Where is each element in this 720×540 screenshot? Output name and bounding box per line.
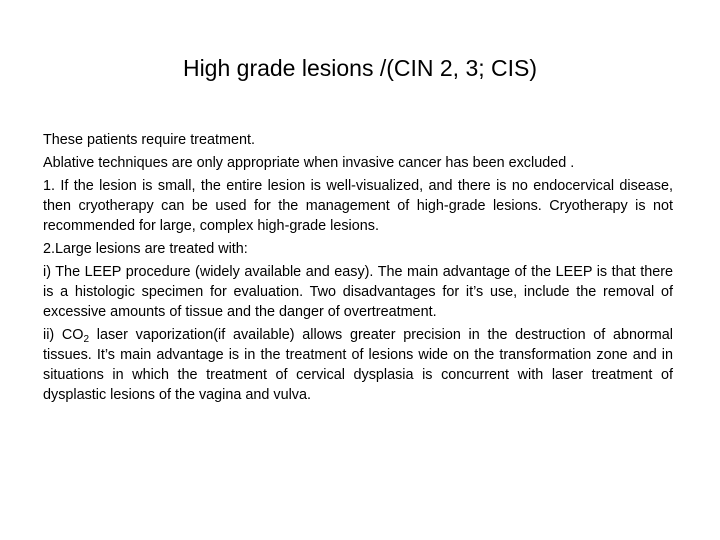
- paragraph-treatment-required: These patients require treatment.: [43, 132, 255, 148]
- co2-subscript: 2: [83, 334, 90, 345]
- paragraph-ablative-techniques: [43, 153, 673, 173]
- paragraph-large-lesions: 2.Large lesions are treated with:: [43, 241, 248, 257]
- slide-body: [43, 130, 673, 408]
- paragraph-small-lesions: 1. If the lesion is small, the entire lesion is well-visualized, and there is no endocervical disease, then cryotherapy can be used for the management of high-grade lesions. Cryotherapy is not recommended for large, complex high-grade lesions.: [43, 178, 673, 234]
- paragraph-leep-procedure: i) The LEEP procedure (widely available and easy). The main advantage of the LEEP is that there is a histologic specimen for evaluation. Two disadvantages for it’s use, include the removal of excessive amounts of tissue and the danger of overtreatment.: [43, 264, 673, 320]
- co2-laser-prefix: ii) CO: [43, 327, 84, 343]
- paragraph-co2-laser: [43, 325, 673, 405]
- ablative-techniques-term: Ablative techniques: [43, 155, 168, 171]
- co2-laser-text: laser vaporization(if available) allows greater precision in the destruction of abnormal tissues. It’s main advantage is in the treatment of lesions wide on the transformation zone and in situations in which the treatment of cervical dysplasia is concurrent with laser treatment of dysplastic lesions of the vagina and vulva.: [43, 327, 673, 403]
- slide-title: High grade lesions /(CIN 2, 3; CIS): [182, 55, 538, 81]
- ablative-techniques-text: are only appropriate when invasive cancer has been excluded .: [167, 155, 575, 171]
